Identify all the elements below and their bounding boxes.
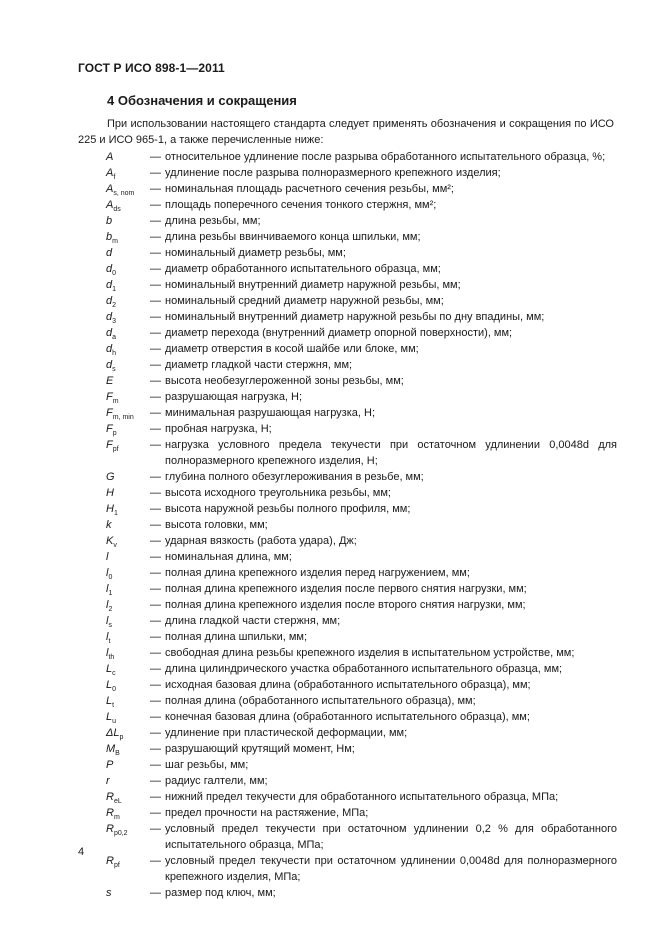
- symbol-definition: диаметр обработанного испытательного образца, мм;: [165, 263, 441, 275]
- symbol-base: b: [106, 231, 113, 243]
- symbol-notation: [106, 597, 148, 613]
- em-dash: —: [150, 199, 161, 211]
- em-dash: —: [150, 263, 161, 275]
- symbol-row: [0, 501, 661, 517]
- symbol-base: d: [106, 343, 113, 355]
- em-dash: —: [150, 215, 161, 227]
- page-number: 4: [78, 846, 85, 858]
- symbol-row: [0, 741, 661, 757]
- symbol-row: [0, 357, 661, 373]
- em-dash: —: [150, 407, 161, 419]
- symbol-notation: [106, 373, 148, 389]
- symbol-notation: [106, 533, 148, 549]
- symbol-definition: длина цилиндрического участка обработанного испытательного образца, мм;: [165, 663, 563, 675]
- symbol-row: [0, 181, 661, 197]
- symbol-row: [0, 261, 661, 277]
- em-dash: —: [150, 503, 161, 515]
- symbol-subscript: s: [108, 622, 112, 629]
- symbol-definition: диаметр отверстия в косой шайбе или блоке, мм;: [165, 343, 419, 355]
- symbol-base: l: [106, 599, 109, 611]
- em-dash: —: [150, 167, 161, 179]
- symbol-definition: минимальная разрушающая нагрузка, Н;: [165, 407, 376, 419]
- symbol-definition: ударная вязкость (работа удара), Дж;: [165, 535, 357, 547]
- symbol-base: R: [106, 807, 114, 819]
- em-dash: —: [150, 471, 161, 483]
- symbol-base: A: [106, 199, 114, 211]
- symbol-definition: радиус галтели, мм;: [165, 775, 268, 787]
- symbol-base: d: [106, 279, 113, 291]
- em-dash: —: [150, 791, 161, 803]
- symbol-base: A: [106, 183, 114, 195]
- symbol-base: L: [106, 663, 113, 675]
- symbol-notation: [106, 357, 148, 373]
- symbol-row: [0, 773, 661, 789]
- symbol-definition: полная длина крепежного изделия перед нагружением, мм;: [165, 567, 470, 579]
- em-dash: —: [150, 423, 161, 435]
- symbol-notation: [106, 693, 148, 709]
- intro-paragraph: При использовании настоящего стандарта следует применять обозначения и сокращения по ИСО 225 и ИСО 965-1, а также перечисленные ниже:: [78, 118, 614, 146]
- symbol-row: [0, 293, 661, 309]
- symbol-notation: [106, 213, 148, 229]
- em-dash: —: [150, 519, 161, 531]
- symbol-subscript: s, nom: [113, 190, 135, 197]
- symbol-base: A: [106, 151, 114, 163]
- em-dash: —: [150, 743, 161, 755]
- symbol-notation: [106, 677, 148, 693]
- symbol-notation: [106, 261, 148, 277]
- symbol-row: [0, 325, 661, 341]
- symbol-row: [0, 565, 661, 581]
- symbol-row: [0, 165, 661, 181]
- symbol-base: d: [106, 359, 113, 371]
- em-dash: —: [150, 759, 161, 771]
- symbol-row: [0, 197, 661, 213]
- symbol-definition: длина резьбы ввинчиваемого конца шпильки, мм;: [165, 231, 421, 243]
- em-dash: —: [150, 567, 161, 579]
- symbol-subscript: 1: [113, 510, 118, 517]
- symbol-subscript: 2: [112, 302, 117, 309]
- symbol-base: d: [106, 311, 113, 323]
- symbol-notation: [106, 293, 148, 309]
- symbol-base: L: [106, 679, 113, 691]
- symbol-subscript: f: [113, 174, 116, 181]
- symbol-definition: условный предел текучести при остаточном удлинении 0,2 % для обработанного испытательного образца, МПа;: [165, 823, 617, 851]
- symbol-base: F: [106, 407, 113, 419]
- em-dash: —: [150, 823, 161, 835]
- symbol-definition: номинальная длина, мм;: [165, 551, 292, 563]
- symbol-row: [0, 645, 661, 661]
- symbol-definition: высота наружной резьбы полного профиля, мм;: [165, 503, 411, 515]
- symbol-base: K: [106, 535, 114, 547]
- symbol-row: [0, 885, 661, 901]
- symbol-notation: [106, 197, 148, 213]
- symbol-definition: номинальный внутренний диаметр наружной резьбы по дну впадины, мм;: [165, 311, 545, 323]
- symbol-row: [0, 389, 661, 405]
- em-dash: —: [150, 583, 161, 595]
- symbol-definition: полная длина (обработанного испытательного образца), мм;: [165, 695, 476, 707]
- em-dash: —: [150, 391, 161, 403]
- em-dash: —: [150, 487, 161, 499]
- symbol-row: [0, 485, 661, 501]
- symbol-row: [0, 821, 661, 853]
- symbol-definition: предел прочности на растяжение, МПа;: [165, 807, 369, 819]
- em-dash: —: [150, 343, 161, 355]
- em-dash: —: [150, 615, 161, 627]
- symbol-notation: [106, 501, 148, 517]
- symbol-notation: [106, 725, 148, 741]
- symbol-base: L: [106, 695, 113, 707]
- symbol-notation: [106, 421, 148, 437]
- symbol-definition: свободная длина резьбы крепежного изделия в испытательном устройстве, мм;: [165, 647, 575, 659]
- symbol-notation: [106, 165, 148, 181]
- symbol-subscript: eL: [113, 798, 122, 805]
- symbol-notation: [106, 149, 148, 165]
- em-dash: —: [150, 247, 161, 259]
- symbol-subscript: p: [119, 734, 124, 741]
- document-header: ГОСТ Р ИСО 898-1—2011: [78, 61, 225, 75]
- symbol-base: R: [106, 791, 114, 803]
- symbol-notation: [106, 581, 148, 597]
- symbol-row: [0, 517, 661, 533]
- symbol-subscript: m: [112, 238, 118, 245]
- em-dash: —: [150, 311, 161, 323]
- em-dash: —: [150, 151, 161, 163]
- symbol-notation: [106, 437, 148, 453]
- symbol-row: [0, 437, 661, 469]
- symbol-base: H: [106, 503, 114, 515]
- symbol-base: G: [106, 471, 115, 483]
- symbol-subscript: 0: [112, 686, 117, 693]
- em-dash: —: [150, 359, 161, 371]
- symbol-subscript: a: [112, 334, 117, 341]
- symbol-row: [0, 421, 661, 437]
- symbol-notation: [106, 389, 148, 405]
- symbol-row: [0, 805, 661, 821]
- symbol-notation: [106, 341, 148, 357]
- symbol-definition: пробная нагрузка, Н;: [165, 423, 272, 435]
- symbol-definition: исходная базовая длина (обработанного испытательного образца), мм;: [165, 679, 531, 691]
- symbol-definition: высота головки, мм;: [165, 519, 268, 531]
- symbol-definition: номинальный диаметр резьбы, мм;: [165, 247, 346, 259]
- symbol-notation: [106, 661, 148, 677]
- symbol-base: r: [106, 775, 110, 787]
- symbol-base: A: [106, 167, 114, 179]
- symbol-base: s: [106, 887, 112, 899]
- symbol-subscript: u: [112, 718, 117, 725]
- em-dash: —: [150, 551, 161, 563]
- symbol-definition: условный предел текучести при остаточном удлинении 0,0048d для полноразмерного крепежного изделия, МПа;: [165, 855, 617, 883]
- symbol-subscript: m: [112, 398, 119, 405]
- symbol-row: [0, 581, 661, 597]
- symbol-base: E: [106, 375, 114, 387]
- symbol-row: [0, 405, 661, 421]
- symbol-base: H: [106, 487, 114, 499]
- symbol-notation: [106, 773, 148, 789]
- symbol-base: R: [106, 823, 114, 835]
- em-dash: —: [150, 599, 161, 611]
- symbol-definition: полная длина крепежного изделия после второго снятия нагрузки, мм;: [165, 599, 526, 611]
- symbol-row: [0, 373, 661, 389]
- symbol-row: [0, 245, 661, 261]
- symbol-notation: [106, 469, 148, 485]
- symbol-definition: номинальная площадь расчетного сечения резьбы, мм²;: [165, 183, 454, 195]
- symbol-subscript: p: [112, 430, 117, 437]
- symbol-row: [0, 213, 661, 229]
- em-dash: —: [150, 727, 161, 739]
- symbol-definition: полная длина шпильки, мм;: [165, 631, 308, 643]
- symbol-base: l: [106, 615, 109, 627]
- symbol-subscript: t: [108, 638, 111, 645]
- symbol-definition: конечная базовая длина (обработанного испытательного образца), мм;: [165, 711, 530, 723]
- symbol-row: [0, 709, 661, 725]
- em-dash: —: [150, 439, 161, 451]
- symbol-row: [0, 757, 661, 773]
- em-dash: —: [150, 663, 161, 675]
- symbol-definition: диаметр гладкой части стержня, мм;: [165, 359, 353, 371]
- symbol-notation: [106, 853, 148, 869]
- symbol-subscript: 0: [112, 270, 117, 277]
- symbol-definition: разрушающая нагрузка, Н;: [165, 391, 303, 403]
- em-dash: —: [150, 807, 161, 819]
- symbol-definition: диаметр перехода (внутренний диаметр опорной поверхности), мм;: [165, 327, 513, 339]
- symbol-definition: разрушающий крутящий момент, Нм;: [165, 743, 355, 755]
- em-dash: —: [150, 855, 161, 867]
- symbol-notation: [106, 549, 148, 565]
- symbol-subscript: p0,2: [113, 830, 128, 837]
- em-dash: —: [150, 279, 161, 291]
- em-dash: —: [150, 679, 161, 691]
- symbol-definition: высота необезуглероженной зоны резьбы, мм;: [165, 375, 404, 387]
- symbol-row: [0, 533, 661, 549]
- em-dash: —: [150, 775, 161, 787]
- symbol-base: F: [106, 423, 113, 435]
- em-dash: —: [150, 887, 161, 899]
- symbol-definition: длина гладкой части стержня, мм;: [165, 615, 341, 627]
- symbol-row: [0, 597, 661, 613]
- symbol-subscript: 1: [112, 286, 117, 293]
- symbol-notation: [106, 229, 148, 245]
- symbol-list: [0, 149, 661, 901]
- symbol-definition: нагрузка условного предела текучести при остаточном удлинении 0,0048d для полноразмерного крепежного изделия, Н;: [165, 439, 617, 467]
- symbol-row: [0, 677, 661, 693]
- symbol-definition: номинальный средний диаметр наружной резьбы, мм;: [165, 295, 444, 307]
- symbol-subscript: 0: [108, 574, 113, 581]
- em-dash: —: [150, 375, 161, 387]
- symbol-base: ΔL: [106, 727, 120, 739]
- symbol-subscript: th: [108, 654, 115, 661]
- symbol-definition: номинальный внутренний диаметр наружной резьбы, мм;: [165, 279, 461, 291]
- symbol-base: R: [106, 855, 114, 867]
- symbol-subscript: 2: [108, 606, 113, 613]
- symbol-row: [0, 149, 661, 165]
- symbol-base: k: [106, 519, 112, 531]
- symbol-definition: площадь поперечного сечения тонкого стержня, мм²;: [165, 199, 437, 211]
- em-dash: —: [150, 711, 161, 723]
- symbol-notation: [106, 405, 148, 421]
- symbol-notation: [106, 517, 148, 533]
- symbol-row: [0, 277, 661, 293]
- symbol-subscript: v: [113, 542, 117, 549]
- symbol-row: [0, 629, 661, 645]
- symbol-notation: [106, 309, 148, 325]
- symbol-notation: [106, 325, 148, 341]
- symbol-subscript: m, min: [112, 414, 134, 421]
- em-dash: —: [150, 535, 161, 547]
- em-dash: —: [150, 327, 161, 339]
- symbol-base: d: [106, 247, 113, 259]
- symbol-definition: высота исходного треугольника резьбы, мм;: [165, 487, 391, 499]
- symbol-row: [0, 853, 661, 885]
- symbol-notation: [106, 629, 148, 645]
- symbol-definition: удлинение после разрыва полноразмерного крепежного изделия;: [165, 167, 501, 179]
- section-title: 4 Обозначения и сокращения: [107, 93, 297, 108]
- symbol-notation: [106, 805, 148, 821]
- symbol-base: d: [106, 295, 113, 307]
- symbol-row: [0, 309, 661, 325]
- symbol-row: [0, 789, 661, 805]
- symbol-base: l: [106, 647, 109, 659]
- symbol-base: l: [106, 583, 109, 595]
- em-dash: —: [150, 183, 161, 195]
- symbol-row: [0, 549, 661, 565]
- em-dash: —: [150, 647, 161, 659]
- symbol-definition: размер под ключ, мм;: [165, 887, 276, 899]
- symbol-subscript: c: [112, 670, 116, 677]
- symbol-subscript: s: [112, 366, 116, 373]
- em-dash: —: [150, 695, 161, 707]
- symbol-notation: [106, 789, 148, 805]
- symbol-base: l: [106, 631, 109, 643]
- symbol-base: d: [106, 327, 113, 339]
- symbol-row: [0, 613, 661, 629]
- symbol-base: P: [106, 759, 114, 771]
- symbol-notation: [106, 757, 148, 773]
- em-dash: —: [150, 295, 161, 307]
- symbol-definition: глубина полного обезуглероживания в резьбе, мм;: [165, 471, 424, 483]
- symbol-row: [0, 229, 661, 245]
- symbol-notation: [106, 485, 148, 501]
- symbol-base: l: [106, 551, 109, 563]
- symbol-base: F: [106, 391, 113, 403]
- symbol-definition: относительное удлинение после разрыва обработанного испытательного образца, %;: [165, 151, 606, 163]
- symbol-notation: [106, 245, 148, 261]
- symbol-row: [0, 725, 661, 741]
- symbol-row: [0, 341, 661, 357]
- symbol-notation: [106, 821, 148, 837]
- symbol-subscript: ds: [113, 206, 121, 213]
- symbol-notation: [106, 613, 148, 629]
- symbol-definition: полная длина крепежного изделия после первого снятия нагрузки, мм;: [165, 583, 527, 595]
- symbol-base: d: [106, 263, 113, 275]
- symbol-definition: шаг резьбы, мм;: [165, 759, 249, 771]
- symbol-subscript: m: [113, 814, 120, 821]
- symbol-subscript: B: [115, 750, 120, 757]
- symbol-subscript: 1: [108, 590, 113, 597]
- symbol-subscript: pf: [113, 862, 120, 869]
- symbol-notation: [106, 885, 148, 901]
- symbol-base: b: [106, 215, 113, 227]
- symbol-notation: [106, 709, 148, 725]
- symbol-notation: [106, 181, 148, 197]
- symbol-notation: [106, 645, 148, 661]
- symbol-subscript: 3: [112, 318, 117, 325]
- em-dash: —: [150, 631, 161, 643]
- symbol-notation: [106, 565, 148, 581]
- symbol-row: [0, 469, 661, 485]
- symbol-base: F: [106, 439, 113, 451]
- symbol-subscript: pf: [112, 446, 119, 453]
- symbol-definition: удлинение при пластической деформации, мм;: [165, 727, 408, 739]
- symbol-base: M: [106, 743, 116, 755]
- symbol-definition: нижний предел текучести для обработанного испытательного образца, МПа;: [165, 791, 559, 803]
- em-dash: —: [150, 231, 161, 243]
- symbol-notation: [106, 277, 148, 293]
- symbol-row: [0, 693, 661, 709]
- symbol-base: l: [106, 567, 109, 579]
- symbol-subscript: h: [112, 350, 117, 357]
- symbol-base: L: [106, 711, 113, 723]
- symbol-definition: длина резьбы, мм;: [165, 215, 261, 227]
- symbol-row: [0, 661, 661, 677]
- symbol-subscript: t: [112, 702, 115, 709]
- symbol-notation: [106, 741, 148, 757]
